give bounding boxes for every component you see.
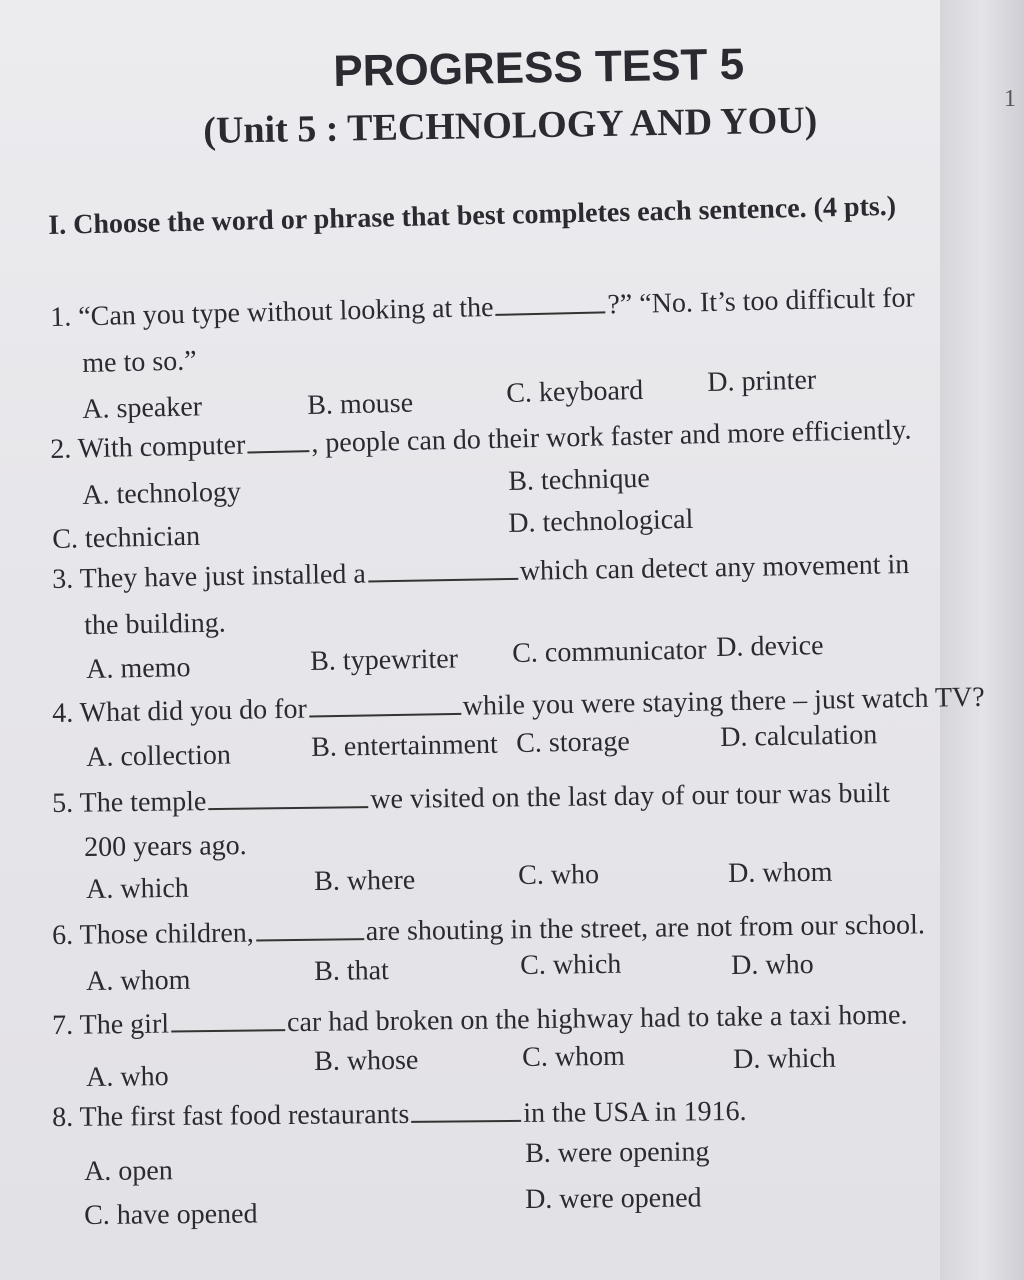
- question-6-option-c: C. which: [519, 948, 622, 981]
- question-4-option-b: B. entertainment: [310, 728, 499, 763]
- question-7-option-b: B. whose: [313, 1044, 419, 1077]
- question-8-option-d: D. were opened: [524, 1182, 702, 1215]
- question-5-option-c: C. who: [517, 859, 600, 891]
- question-2-blank: [248, 450, 310, 453]
- question-7-stem-b: car had broken on the highway had to take a taxi home.: [286, 999, 908, 1039]
- question-3-option-d: D. device: [715, 630, 824, 663]
- question-8-stem-a: 8. The first fast food restaurants: [51, 1098, 410, 1133]
- question-6-option-d: D. who: [730, 948, 814, 981]
- question-3-stem-b: which can detect any movement in: [519, 549, 910, 587]
- question-8-line-1: [51, 1095, 747, 1133]
- question-1-stem-a: 1. “Can you type without looking at the: [49, 291, 494, 333]
- question-2-option-d: D. technological: [507, 503, 694, 539]
- question-3-stem-a: 3. They have just installed a: [51, 558, 367, 595]
- question-2-option-a: A. technology: [81, 476, 242, 511]
- question-6-option-a: A. whom: [85, 964, 191, 997]
- edge-page-number: 1: [1004, 86, 1016, 112]
- question-5-stem-b: we visited on the last day of our tour was built: [370, 777, 890, 816]
- question-7-blank: [171, 1029, 285, 1032]
- question-5-stem-a: 5. The temple: [51, 786, 207, 819]
- question-1-blank: [496, 311, 606, 315]
- question-8-option-a: A. open: [83, 1155, 173, 1187]
- question-7-option-d: D. which: [732, 1042, 837, 1075]
- page-title: PROGRESS TEST 5: [332, 39, 745, 96]
- question-5-blank: [208, 806, 368, 810]
- question-4-option-d: D. calculation: [719, 719, 878, 753]
- question-2-stem-b: , people can do their work faster and more efficiently.: [310, 414, 912, 460]
- question-7-option-a: A. who: [85, 1060, 169, 1093]
- question-8-option-b: B. were opening: [524, 1136, 710, 1169]
- question-2-stem-a: 2. With computer: [49, 429, 246, 465]
- question-6-stem-a: 6. Those children,: [51, 917, 255, 951]
- question-4-blank: [309, 713, 461, 718]
- question-6-option-b: B. that: [313, 955, 390, 987]
- question-3-line-2: the building.: [83, 607, 227, 641]
- question-8-stem-b: in the USA in 1916.: [523, 1095, 747, 1129]
- question-3-option-b: B. typewriter: [309, 643, 459, 677]
- question-4-stem-b: while you were staying there – just watch TV?: [462, 681, 985, 722]
- question-6-blank: [256, 938, 364, 941]
- question-1-stem-b: ?” “No. It’s too difficult for: [607, 282, 916, 321]
- next-page-edge: [940, 0, 1024, 1280]
- question-1-line-2: me to so.”: [81, 345, 197, 379]
- question-5-option-a: A. which: [85, 872, 190, 905]
- question-5-option-d: D. whom: [727, 856, 833, 889]
- question-4-option-a: A. collection: [85, 739, 232, 773]
- question-4-option-c: C. storage: [515, 726, 631, 759]
- question-2-option-b: B. technique: [507, 462, 651, 497]
- question-6-stem-b: are shouting in the street, are not from our school.: [365, 909, 926, 948]
- question-3-option-c: C. communicator: [511, 634, 707, 669]
- question-1-option-d: D. printer: [706, 364, 817, 398]
- question-1-option-a: A. speaker: [81, 391, 203, 425]
- question-2-option-c: C. technician: [51, 520, 201, 555]
- question-5-line-2: 200 years ago.: [83, 830, 247, 863]
- question-8-option-c: C. have opened: [83, 1198, 258, 1231]
- question-8-blank: [411, 1120, 521, 1123]
- question-7-option-c: C. whom: [521, 1040, 626, 1073]
- question-3-option-a: A. memo: [85, 652, 191, 685]
- question-1-option-c: C. keyboard: [505, 374, 644, 409]
- question-3-blank: [368, 578, 518, 583]
- question-7-stem-a: 7. The girl: [51, 1008, 170, 1041]
- question-5-option-b: B. where: [313, 864, 416, 897]
- page-subtitle: (Unit 5 : TECHNOLOGY AND YOU): [202, 99, 818, 152]
- section-heading: I. Choose the word or phrase that best completes each sentence. (4 pts.): [47, 190, 897, 241]
- question-1-option-b: B. mouse: [306, 387, 414, 421]
- question-4-stem-a: 4. What did you do for: [51, 693, 308, 729]
